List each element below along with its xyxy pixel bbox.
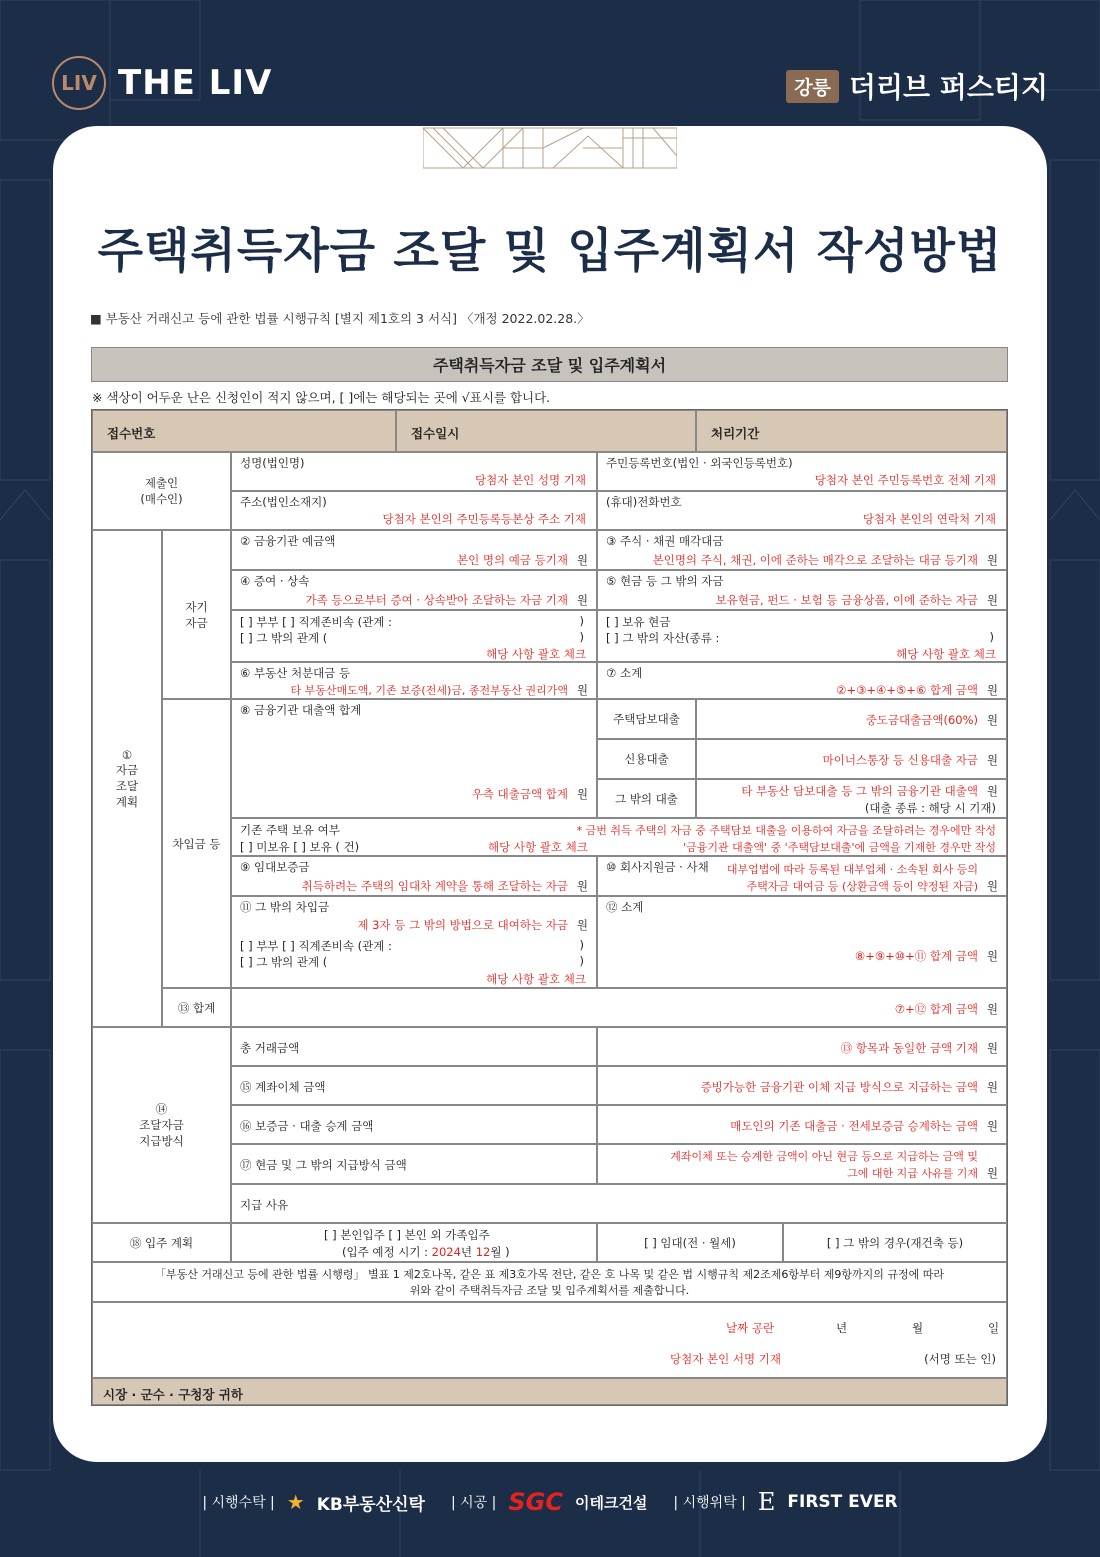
phone-hint: 당첨자 본인의 연락처 기재	[862, 512, 996, 526]
cash-hint: 보유현금, 펀드 · 보험 등 금융상품, 이에 준하는 자금	[715, 593, 978, 607]
other-borrowing-field[interactable]: ⑪ 그 밖의 차입금 제 3자 등 그 밖의 방법으로 대여하는 자금 원 [ ] 부부 [ ] 직계존비속 (관계 : ) [ ] 그 밖의 관계 ( ) 해당 사항 괄호 체크	[231, 896, 597, 988]
trade-amount-field[interactable]	[597, 1027, 1007, 1066]
won-unit: 원	[986, 1002, 998, 1016]
won-unit: 원	[986, 1166, 998, 1180]
builder-label: | 시공 |	[450, 1495, 497, 1511]
day-label: 일	[988, 1321, 1000, 1335]
won-unit: 원	[986, 1080, 998, 1094]
won-unit: 원	[576, 787, 588, 801]
won-unit: 원	[986, 683, 998, 697]
other-loan-hint: 타 부동산 담보대출 등 그 밖의 금융기관 대출액	[741, 784, 978, 798]
property-sale-field[interactable]	[231, 662, 597, 699]
transfer-hint: 증빙가능한 금융기관 이체 지급 방식으로 지급하는 금액	[700, 1080, 978, 1094]
borrowed-label: 차입금 등	[162, 699, 231, 988]
submitter-id-field[interactable]	[597, 452, 1007, 491]
submitter-label: 제출인 (매수인)	[92, 452, 231, 530]
house-ownership-hint: 해당 사항 괄호 체크	[488, 840, 588, 854]
gift-relation-checkboxes[interactable]: [ ] 부부 [ ] 직계존비속 (관계 : ) [ ] 그 밖의 관계 ( ) 해당 사항 괄호 체크	[231, 610, 597, 662]
cash-label: ⑤ 현금 등 그 밖의 자금	[606, 574, 724, 588]
region-tag: 강릉	[786, 70, 839, 103]
borrow-relation-line-2: [ ] 그 밖의 관계 (	[240, 955, 328, 969]
signature-hint: 당첨자 본인 서명 기재	[670, 1352, 781, 1366]
other-borrowing-hint: 제 3자 등 그 밖의 방법으로 대여하는 자금	[357, 918, 568, 932]
move-in-rent-option[interactable]: [ ] 임대(전 · 월세)	[597, 1223, 783, 1262]
month-label: 월	[912, 1321, 924, 1335]
addressee-label: 시장 · 군수 · 구청장 귀하	[103, 1387, 243, 1402]
address-hint: 당첨자 본인의 주민등록등본상 주소 기재	[382, 512, 586, 526]
trust-label: | 시행수탁 |	[202, 1495, 275, 1511]
own-subtotal-label: ⑦ 소계	[606, 666, 643, 680]
cash-payment-label: ⑰ 현금 및 그 밖의 지급방식 금액	[240, 1158, 407, 1172]
stock-hint: 본인명의 주식, 채권, 이에 준하는 매각으로 조달하는 대금 등기재	[652, 553, 978, 567]
house-ownership-field[interactable]	[231, 818, 1007, 856]
asset-line-2: [ ] 그 밖의 자산(종류 :	[606, 631, 720, 645]
mortgage-label: 주택담보대출	[597, 699, 696, 739]
form-title: 주택취득자금 조달 및 입주계획서	[91, 347, 1008, 382]
won-unit: 원	[986, 553, 998, 567]
the-liv-logo	[52, 56, 272, 110]
move-in-year: 2024	[431, 1245, 461, 1259]
logo-text: THE LIV	[118, 63, 273, 103]
builder-name: 이테크건설	[574, 1493, 648, 1512]
lease-deposit-label: ⑨ 임대보증금	[240, 860, 310, 874]
stock-label: ③ 주식 · 채권 매각대금	[606, 534, 724, 548]
house-note-1: * 금번 취득 주택의 자금 중 주택담보 대출을 이용하여 자금을 조달하려는 경우에만 작성	[576, 824, 996, 837]
gift-label: ④ 증여 · 상속	[240, 574, 310, 588]
asset-line-1: [ ] 보유 현금	[606, 615, 671, 629]
succession-label-cell	[231, 1105, 597, 1144]
sgc-logo: SGC	[508, 1488, 563, 1516]
total-field[interactable]	[231, 988, 1007, 1027]
lease-deposit-hint: 취득하려는 주택의 임대차 계약을 통해 조달하는 자금	[301, 879, 568, 893]
house-ownership-options: [ ] 미보유 [ ] 보유 ( 건)	[240, 840, 360, 854]
form-note: ※ 색상이 어두운 난은 신청인이 적지 않으며, [ ]에는 해당되는 곳에 √표시를 합니다.	[92, 390, 551, 405]
credit-label: 신용대출	[597, 739, 696, 779]
liv-mark-icon: LIV	[52, 56, 106, 110]
deposit-field[interactable]	[231, 530, 597, 570]
submitter-phone-field[interactable]	[597, 491, 1007, 530]
relation-line-2: [ ] 그 밖의 관계 (	[240, 631, 328, 645]
other-borrowing-label: ⑪ 그 밖의 차입금	[240, 900, 330, 914]
loan-total-hint: 우측 대출금액 합계	[471, 787, 568, 801]
won-unit: 원	[986, 753, 998, 767]
gift-hint: 가족 등으로부터 증여 · 상속받아 조달하는 자금 기재	[305, 593, 568, 607]
borrow-subtotal-label: ⑫ 소계	[606, 900, 644, 914]
company-loan-label: ⑩ 회사지원금 · 사채	[606, 860, 709, 874]
cash-field[interactable]	[597, 570, 1007, 610]
move-in-month: 12	[475, 1245, 491, 1259]
gift-field[interactable]	[231, 570, 597, 610]
deposit-label: ② 금융기관 예금액	[240, 534, 336, 548]
receipt-number-cell	[92, 410, 396, 452]
won-unit: 원	[576, 683, 588, 697]
payment-method-label: ⑭ 조달자금 지급방식	[92, 1027, 231, 1223]
building-decoration-icon	[423, 126, 677, 170]
loan-total-field[interactable]	[231, 699, 597, 818]
id-label: 주민등록번호(법인 · 외국인등록번호)	[606, 456, 793, 470]
loan-total-label: ⑧ 금융기관 대출액 합계	[240, 703, 362, 717]
won-unit: 원	[986, 949, 998, 963]
funding-plan-form	[91, 409, 1008, 1406]
submitter-name-field[interactable]	[231, 452, 597, 491]
move-in-self-label: [ ] 본인입주 [ ] 본인 외 가족입주	[324, 1228, 490, 1242]
payment-reason-label: 지급 사유	[240, 1198, 289, 1212]
asset-hint: 해당 사항 괄호 체크	[896, 647, 996, 661]
phone-label: (휴대)전화번호	[606, 495, 682, 509]
funding-plan-label: ① 자금 조달 계획	[92, 530, 162, 1027]
company-loan-hint-1: 대부업법에 따라 등록된 대부업체 · 소속된 회사 등의	[726, 863, 978, 876]
won-unit: 원	[576, 918, 588, 932]
succession-label: ⑯ 보증금 · 대출 승계 금액	[240, 1119, 374, 1133]
stock-field[interactable]	[597, 530, 1007, 570]
cash-payment-hint-2: 그에 대한 지급 사유를 기재	[847, 1167, 978, 1180]
succession-field[interactable]	[597, 1105, 1007, 1144]
relation-line-1: [ ] 부부 [ ] 직계존비속 (관계 :	[240, 615, 392, 629]
house-note-2: '금융기관 대출액' 중 '주택담보대출'에 금액을 기재한 경우만 작성	[683, 841, 996, 854]
won-unit: 원	[576, 593, 588, 607]
other-loan-field[interactable]	[696, 779, 1007, 818]
borrow-subtotal-field[interactable]	[597, 896, 1007, 988]
own-funds-label: 자기 자금	[162, 530, 231, 699]
sale-label: ⑥ 부동산 처분대금 등	[240, 666, 351, 680]
won-unit: 원	[576, 879, 588, 893]
move-in-plan-label: ⑱ 입주 계획	[92, 1223, 231, 1262]
cash-payment-label-cell	[231, 1144, 597, 1184]
year-label: 년	[836, 1321, 848, 1335]
agent-label: | 시행위탁 |	[673, 1495, 746, 1511]
addressee-row	[92, 1378, 1007, 1405]
move-in-schedule: (입주 예정 시기 : 2024년 12월 )	[342, 1245, 510, 1259]
credit-field[interactable]	[696, 739, 1007, 779]
payment-reason-field[interactable]	[231, 1184, 1007, 1223]
move-in-other-option[interactable]: [ ] 그 밖의 경우(재건축 등)	[783, 1223, 1007, 1262]
loan-kind: (대출 종류 : 해당 시 기재)	[864, 801, 996, 815]
receipt-date-label: 접수일시	[411, 426, 460, 441]
date-hint: 날짜 공란	[726, 1321, 775, 1335]
name-hint: 당첨자 본인 성명 기재	[475, 473, 586, 487]
law-reference: ■ 부동산 거래신고 등에 관한 법률 시행규칙 [별지 제1호의 3 서식] 〈개정 2022.02.28.〉	[90, 311, 590, 326]
transfer-label-cell	[231, 1066, 597, 1105]
move-in-self-option[interactable]	[231, 1223, 597, 1262]
own-subtotal-field[interactable]	[597, 662, 1007, 699]
won-unit: 원	[986, 784, 998, 798]
won-unit: 원	[986, 593, 998, 607]
house-ownership-label: 기존 주택 보유 여부	[240, 823, 340, 837]
legal-statement-line-2: 위와 같이 주택취득자금 조달 및 입주계획서를 제출합니다.	[409, 1284, 690, 1297]
process-period-label: 처리기간	[711, 426, 760, 441]
sale-hint: 타 부동산매도액, 기존 보증(전세)금, 종전부동산 권리가액	[290, 684, 568, 697]
signature-label: (서명 또는 인)	[924, 1352, 996, 1366]
signature-area	[92, 1302, 1007, 1378]
name-label: 성명(법인명)	[240, 456, 305, 470]
relation-hint: 해당 사항 괄호 체크	[486, 647, 586, 661]
agent-name: FIRST EVER	[787, 1492, 898, 1512]
kb-star-icon: ★	[286, 1490, 305, 1514]
footer	[0, 1488, 1100, 1516]
receipt-date-cell	[396, 410, 696, 452]
receipt-number-label: 접수번호	[107, 426, 156, 441]
legal-statement	[92, 1262, 1007, 1302]
transfer-field[interactable]	[597, 1066, 1007, 1105]
process-period-cell	[696, 410, 1007, 452]
won-unit: 원	[986, 879, 998, 893]
deposit-hint: 본인 명의 예금 등기재	[457, 553, 568, 567]
page-title: 주택취득자금 조달 및 입주계획서 작성방법	[97, 224, 1003, 279]
total-hint: ⑦+⑫ 합계 금액	[894, 1002, 978, 1016]
credit-hint: 마이너스통장 등 신용대출 자금	[822, 753, 978, 767]
total-label: ⑬ 합계	[162, 988, 231, 1027]
borrow-relation-hint: 해당 사항 괄호 체크	[486, 972, 586, 986]
mortgage-field[interactable]	[696, 699, 1007, 739]
project-brand	[786, 66, 1048, 106]
project-name: 더리브 퍼스티지	[848, 71, 1048, 104]
borrow-relation-line-1: [ ] 부부 [ ] 직계존비속 (관계 :	[240, 939, 392, 953]
cash-payment-field[interactable]	[597, 1144, 1007, 1184]
id-hint: 당첨자 본인 주민등록번호 전체 기재	[814, 473, 996, 487]
borrow-subtotal-hint: ⑧+⑨+⑩+⑪ 합계 금액	[854, 949, 978, 963]
first-ever-mark-icon: Ε	[757, 1488, 776, 1516]
company-loan-field[interactable]	[597, 856, 1007, 896]
own-subtotal-hint: ②+③+④+⑤+⑥ 합계 금액	[836, 683, 978, 697]
won-unit: 원	[986, 713, 998, 727]
won-unit: 원	[986, 1041, 998, 1055]
submitter-address-field[interactable]	[231, 491, 597, 530]
won-unit: 원	[576, 553, 588, 567]
company-loan-hint-2: 주택자금 대여금 등 (상환금액 등이 약정된 자금)	[746, 880, 978, 893]
transfer-label: ⑮ 계좌이체 금액	[240, 1080, 326, 1094]
won-unit: 원	[986, 1119, 998, 1133]
lease-deposit-field[interactable]	[231, 856, 597, 896]
trust-name: KB부동산신탁	[316, 1494, 425, 1515]
address-label: 주소(법인소재지)	[240, 495, 327, 509]
mortgage-hint: 중도금대출금액(60%)	[865, 713, 978, 727]
trade-amount-label-cell	[231, 1027, 597, 1066]
legal-statement-line-1: 「부동산 거래신고 등에 관한 법률 시행령」 별표 1 제2호나목, 같은 표 제3호가목 전단, 같은 호 나목 및 같은 법 시행규칙 제2조제6항부터 제9항까지의 규정에 따라	[155, 1268, 944, 1281]
trade-amount-label: 총 거래금액	[240, 1041, 300, 1055]
cash-payment-hint-1: 계좌이체 또는 승계한 금액이 아닌 현금 등으로 지급하는 금액 및	[670, 1150, 978, 1163]
trade-amount-hint: ⑬ 항목과 동일한 금액 기재	[840, 1041, 978, 1055]
other-loan-label: 그 밖의 대출	[597, 779, 696, 818]
succession-hint: 매도인의 기존 대출금 · 전세보증금 승계하는 금액	[730, 1119, 978, 1133]
asset-checkboxes[interactable]: [ ] 보유 현금 [ ] 그 밖의 자산(종류 : ) 해당 사항 괄호 체크	[597, 610, 1007, 662]
